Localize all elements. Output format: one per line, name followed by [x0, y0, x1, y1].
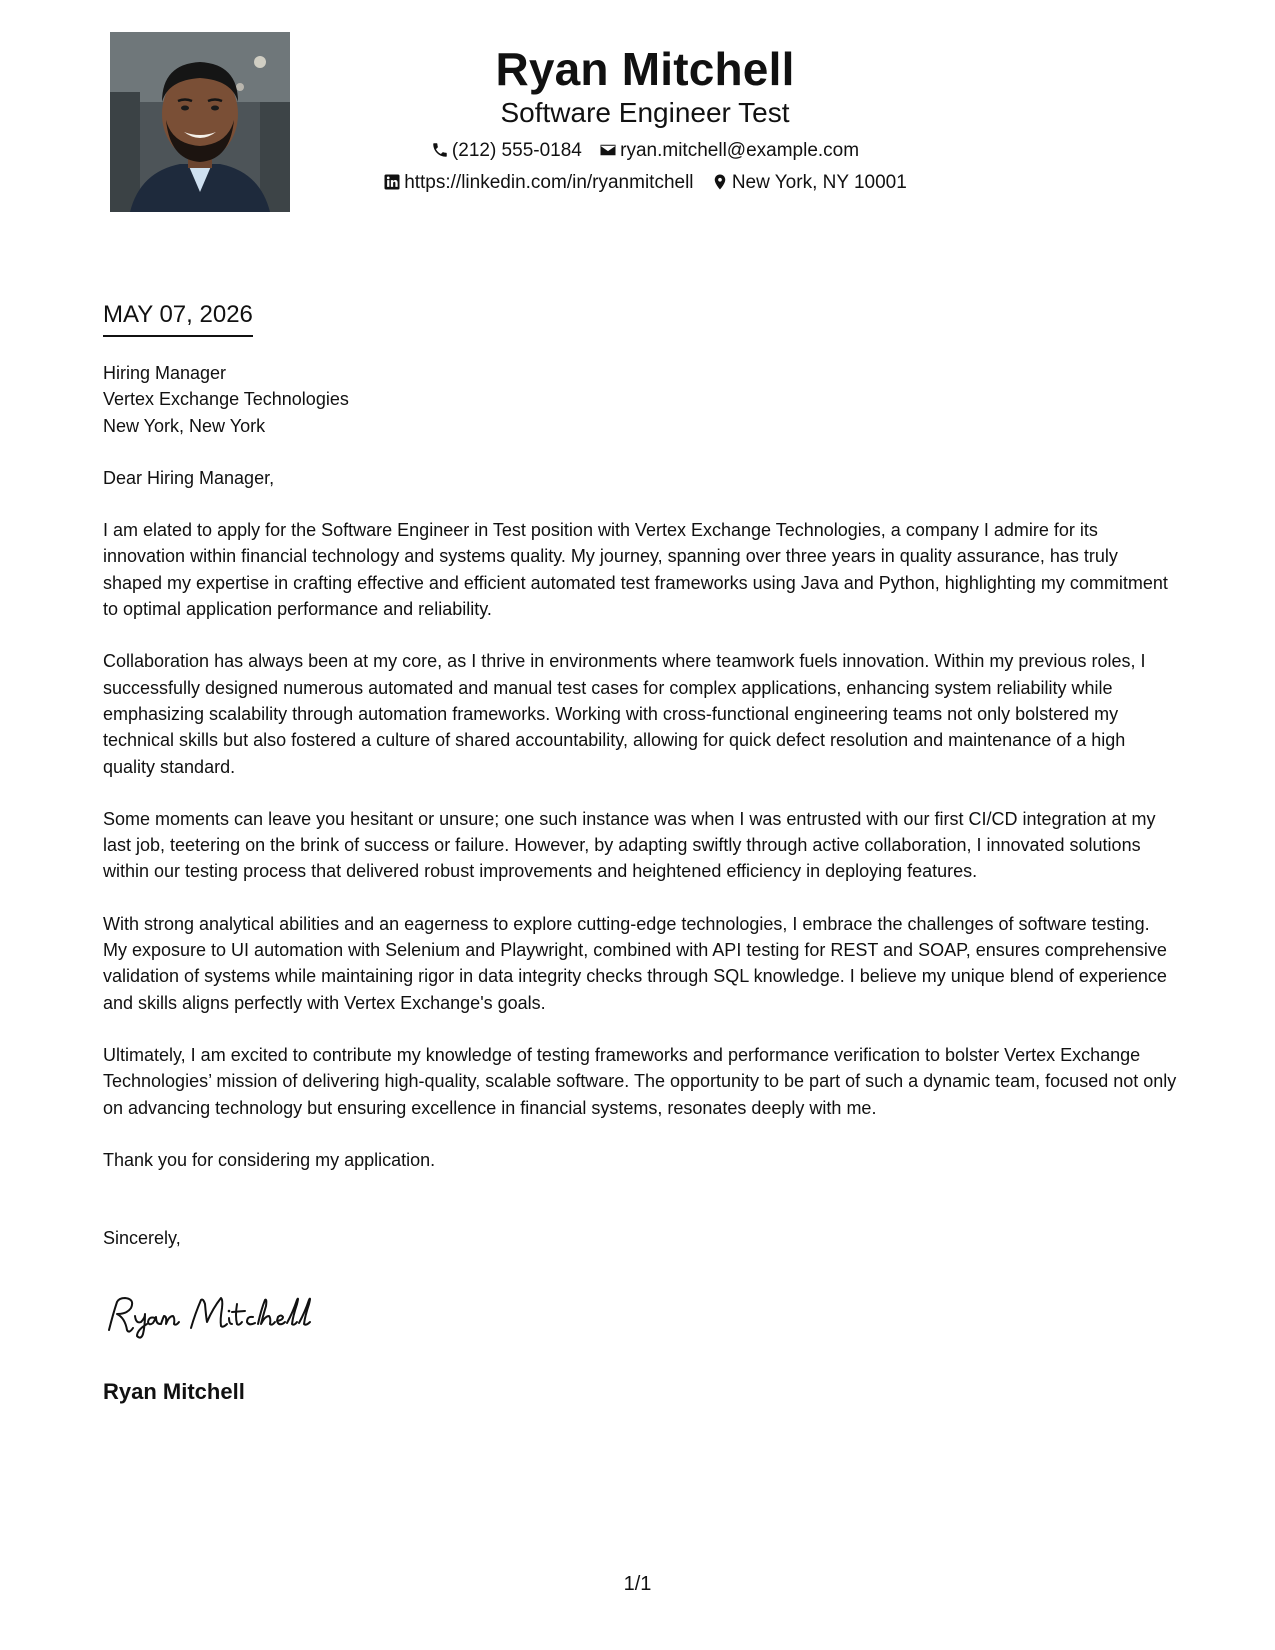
- paragraph-skills: With strong analytical abilities and an eagerness to explore cutting-edge technologies, I embrace the challenges of software testing. My exposure to UI automation with Selenium and Playwright, combined with API testing for REST and SOAP, ensures comprehensive validation of systems while maintaining rigor in data integrity checks through SQL knowledge. I believe my unique blend of experience and skills aligns perfectly with Vertex Exchange's goals.: [103, 913, 1167, 1013]
- paragraph-ci-cd: Some moments can leave you hesitant or unsure; one such instance was when I was entrusted with our first CI/CD integration at my last job, teetering on the brink of success or failure. However, by adapting swiftly through active collaboration, I innovated solutions within our testing process that delivered robust improvements and heightened efficiency in deploying features.: [103, 808, 1156, 882]
- profile-photo: [110, 32, 290, 212]
- phone-contact[interactable]: [431, 139, 582, 163]
- thank-you-line: Thank you for considering my application.: [103, 1149, 436, 1170]
- paragraph-intro: I am elated to apply for the Software Engineer in Test position with Vertex Exchange Technologies, a company I admire for its innovation within financial technology and systems quality. My journey, spanning over three years in quality assurance, has truly shaped my expertise in crafting effective and efficient automated test frameworks using Java and Python, highlighting my commitment to optimal application performance and reliability.: [103, 520, 1168, 620]
- recipient-location: New York, New York: [103, 415, 266, 436]
- applicant-name: Ryan Mitchell: [495, 43, 795, 95]
- salutation: Dear Hiring Manager,: [103, 467, 275, 488]
- letter-body: [103, 360, 1178, 1251]
- contact-row-secondary: [300, 171, 990, 195]
- email-contact[interactable]: [599, 139, 859, 163]
- phone-number: (212) 555-0184: [451, 140, 582, 161]
- recipient-block: [103, 360, 1178, 439]
- signer-name: Ryan Mitchell: [103, 1379, 245, 1404]
- phone-icon: [431, 141, 449, 159]
- handwritten-signature: [103, 1292, 343, 1340]
- paragraph-closing: Ultimately, I am excited to contribute my knowledge of testing frameworks and performance verification to bolster Vertex Exchange Technologies’ mission of delivering high-quality, scalable software. The opportunity to be part of such a dynamic team, focused not only on advancing technology but ensuring excellence in financial systems, resonates deeply with me.: [103, 1044, 1177, 1118]
- letter-date: MAY 07, 2026: [103, 300, 253, 337]
- job-title: Software Engineer Test: [500, 97, 790, 128]
- email-address: ryan.mitchell@example.com: [620, 140, 860, 161]
- recipient-title: Hiring Manager: [103, 363, 227, 383]
- contact-row-primary: [300, 139, 990, 163]
- closing-salutation: Sincerely,: [103, 1228, 181, 1249]
- linkedin-contact[interactable]: [383, 171, 693, 195]
- recipient-company: Vertex Exchange Technologies: [103, 389, 349, 410]
- paragraph-collaboration: Collaboration has always been at my core, as I thrive in environments where teamwork fuels innovation. Within my previous roles, I successfully designed numerous automated and manual test cases for complex applications, enhancing system reliability while emphasizing scalability through automation frameworks. Working with cross-functional engineering teams not only bolstered my technical skills but also fostered a culture of shared accountability, allowing for quick defect resolution and maintenance of a high quality standard.: [103, 651, 1146, 777]
- location-text: New York, NY 10001: [731, 172, 907, 193]
- linkedin-url: https://linkedin.com/in/ryanmitchell: [404, 172, 694, 193]
- linkedin-icon: [383, 173, 401, 191]
- envelope-icon: [599, 141, 617, 159]
- location-contact: [711, 171, 907, 195]
- page-number: 1/1: [623, 1573, 652, 1595]
- map-pin-icon: [711, 173, 729, 191]
